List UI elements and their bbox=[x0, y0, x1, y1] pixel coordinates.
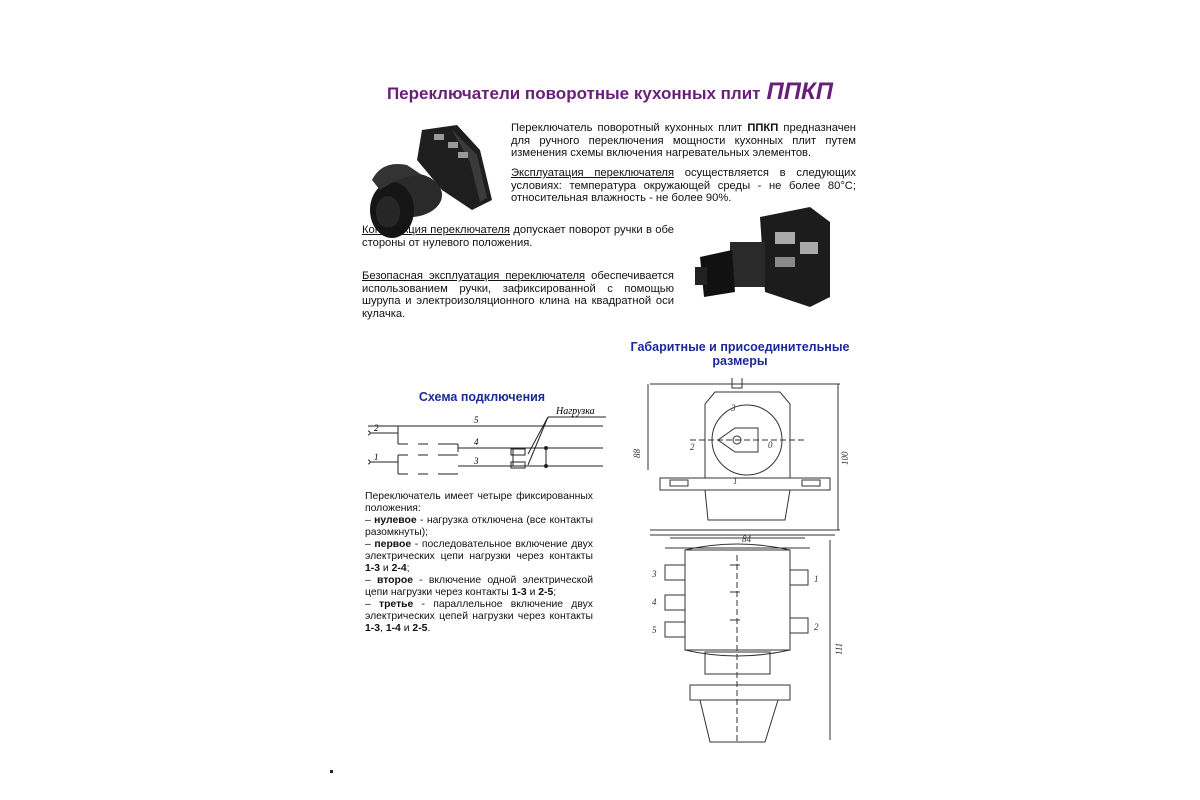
position-item-3: – третье - параллельное включение двух электрических цепей нагрузки через контакты 1-3, 1-4 и 2-5. bbox=[365, 599, 594, 634]
load-label: Нагрузка bbox=[556, 406, 595, 417]
dim-label-111: 111 bbox=[834, 642, 844, 655]
intro-paragraph-3: Конструкция переключателя допускает поворот ручки в обе стороны от нулевого положения. bbox=[362, 224, 674, 249]
dim-label-84: 84 bbox=[742, 534, 751, 544]
pos-label-0: 0 bbox=[768, 440, 773, 450]
stray-dot bbox=[330, 770, 333, 773]
title-main: Переключатели поворотные кухонных плит bbox=[386, 84, 761, 103]
page-title bbox=[300, 78, 920, 106]
positions-intro: Переключатель имеет четыре фиксированных положения: bbox=[365, 491, 593, 514]
pos-label-3: 3 bbox=[731, 403, 736, 413]
position-item-1: – первое - последовательное включение двух электрических цепи нагрузки через контакты 1-3 и 2-4; bbox=[365, 539, 593, 574]
node-label-4: 4 bbox=[474, 437, 479, 447]
switch-photo-side bbox=[690, 202, 840, 312]
position-item-2: – второе - включение одной электрической цепи нагрузки через контакты 1-3 и 2-5; bbox=[365, 575, 593, 598]
schema-title: Схема подключения bbox=[418, 390, 546, 404]
intro-paragraph-4: Безопасная эксплуатация переключателя обеспечивается использованием ручки, зафиксированной с помощью шурупа и электроизоляционного клина на квадратной оси кулачка. bbox=[362, 270, 674, 320]
position-item-0: – нулевое - нагрузка отключена (все контакты разомкнуты); bbox=[365, 515, 594, 538]
intro-paragraph-1: Переключатель поворотный кухонных плит ППКП предназначен для ручного переключения мощности кухонных плит путем изменения схемы включения нагревательных элементов. bbox=[511, 122, 856, 160]
pos-label-1: 1 bbox=[733, 476, 738, 486]
positions-block bbox=[365, 491, 593, 635]
title-brand: ППКП bbox=[766, 78, 834, 105]
dimensions-drawing bbox=[630, 370, 860, 745]
term-label-4: 4 bbox=[652, 597, 657, 607]
pos-label-2: 2 bbox=[690, 442, 695, 452]
term-label-5: 5 bbox=[652, 625, 657, 635]
dimensions-title: Габаритные и присоединительные размеры bbox=[630, 340, 850, 368]
term-label-3: 3 bbox=[652, 569, 657, 579]
node-label-2: 2 bbox=[374, 423, 379, 433]
term-label-2: 2 bbox=[814, 622, 819, 632]
node-label-1: 1 bbox=[374, 452, 379, 462]
intro-block-right bbox=[511, 122, 856, 166]
node-label-5: 5 bbox=[474, 415, 479, 425]
node-label-3: 3 bbox=[474, 456, 479, 466]
intro-paragraph-2: Эксплуатация переключателя осуществляется в следующих условиях: температура окружающей среды - не более 80°C; относительная влажность - не более 90%. bbox=[511, 167, 856, 205]
connection-schema bbox=[368, 402, 618, 492]
dim-label-100: 100 bbox=[840, 451, 850, 465]
dim-label-88: 88 bbox=[632, 449, 642, 458]
term-label-1: 1 bbox=[814, 574, 819, 584]
